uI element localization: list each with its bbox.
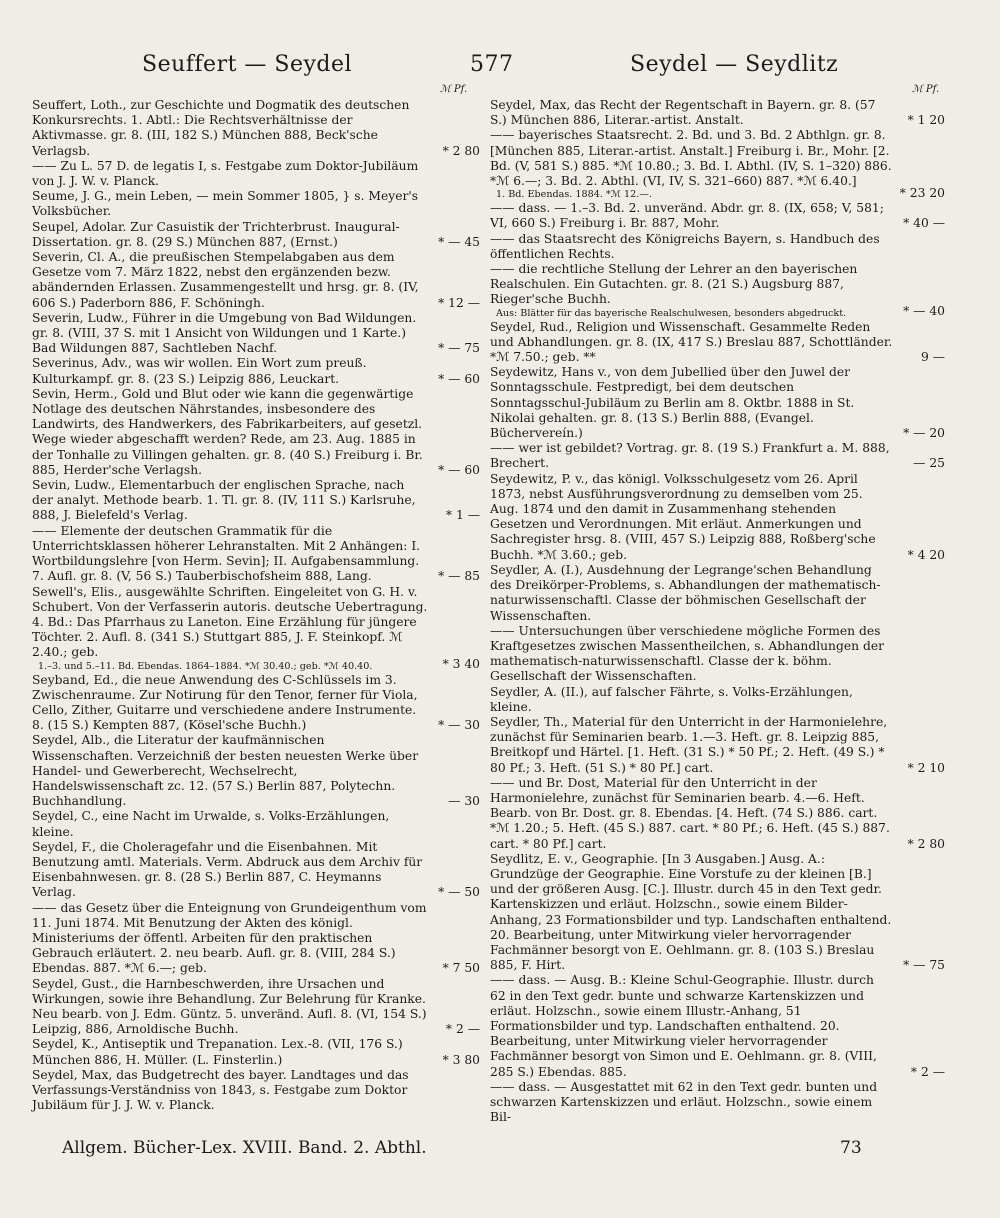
entry-text: —— wer ist gebildet? Vortrag. gr. 8. (19 S.) Frankfurt a. M. 888, Brechert.	[490, 441, 890, 471]
entry-text: Seydler, Th., Material für den Unterricht in der Harmonielehre, zunächst für Seminarien bearb. 1.—3. Heft. gr. 8. Leipzig 885, Breitkopf und Härtel. [1. Heft. (31 S.) * 50 Pf.; 2. Heft. (49 S.) * 80 Pf.; 3. Heft. (51 S.) * 80 Pf.] cart.	[490, 714, 888, 775]
entry-text: Seydlitz, E. v., Geographie. [In 3 Ausgaben.] Ausg. A.: Grundzüge der Geographie. Eine Vorstufe zu der kleinen [B.] und der größeren Ausg. [C.]. Illustr. durch 45 in den Text gedr. Kartenskizzen und erläut. Holzschn., sowie einem Bilder-Anhang, 23 Formationsbilder und typ. Landschaften enthaltend. 20. Bearbeitung, unter Mitwirkung vieler hervorragender Fachmänner besorgt von E. Oehlmann. gr. 8. (103 S.) Breslau 885, F. Hirt.	[490, 851, 892, 973]
entry-text: Seydler, A. (I.), Ausdehnung der Legrange'schen Behandlung des Dreikörper-Problems, s. Abhandlungen der mathematisch-naturwissenschaftl. Classe der böhmischen Gesellschaft der Wissenschaften.	[490, 562, 881, 623]
entry-text: —— Zu L. 57 D. de legatis I, s. Festgabe zum Doktor-Jubiläum von J. J. W. v. Planck.	[32, 158, 419, 189]
entry-price: * 2 80	[442, 143, 480, 158]
entry-text: Seume, J. G., mein Leben, — mein Sommer 1805, } s. Meyer's Volksbücher.	[32, 189, 419, 219]
entry-text: Seydel, Rud., Religion und Wissenschaft. Gesammelte Reden und Abhandlungen. gr. 8. (IX, 417 S.) Breslau 887, Schottländer. *ℳ 7.50.; geb. **	[490, 319, 893, 365]
catalog-entry	[490, 262, 945, 320]
entry-text: —— bayerisches Staatsrecht. 2. Bd. und 3. Bd. 2 Abthlgn. gr. 8. [München 885, Literar.-artist. Anstalt.] Freiburg i. Br., Mohr. [2. Bd. (V, 581 S.) 885. *ℳ 10.80.; 3. Bd. I. Abthl. (IV, S. 1–320) 886. *ℳ 6.—; 3. Bd. 2. Abthl. (VI, IV, S. 321–660) 887. *ℳ 6.40.]	[490, 128, 892, 189]
entry-text: Seydewitz, Hans v., von dem Jubellied über den Juwel der Sonntagsschule. Festpredigt, bei dem deutschen Sonntagsschul-Jubiläum zu Berlin am 8. Oktbr. 1888 in St. Nikolai gehalten. gr. 8. (13 S.) Berlin 888, (Evangel. Büchervereín.)	[490, 365, 855, 441]
entry-text: Severin, Ludw., Führer in die Umgebung von Bad Wildungen. gr. 8. (VIII, 37 S. mit 1 Ansicht von Wildungen und 1 Karte.) Bad Wildungen 887, Sachtleben Nachf.	[32, 310, 417, 356]
entry-text: —— und Br. Dost, Material für den Unterricht in der Harmonielehre, zunächst für Seminarien bearb. 4.—6. Heft. Bearb. von Br. Dost. gr. 8. Ebendas. [4. Heft. (74 S.) 886. cart. *ℳ 1.20.; 5. Heft. (45 S.) 887. cart. * 80 Pf.; 6. Heft. (45 S.) 887. cart. * 80 Pf.] cart.	[490, 775, 890, 851]
entry-price: * 4 20	[907, 547, 945, 562]
entry-text: Seydel, K., Antiseptik und Trepanation. Lex.-8. (VII, 176 S.) München 886, H. Müller. (L. Finsterlin.)	[32, 1037, 403, 1067]
entry-text: Sewell's, Elis., ausgewählte Schriften. Eingeleitet von G. H. v. Schubert. Von der Verfasserin autoris. deutsche Uebertragung. 4. Bd.: Das Pfarrhaus zu Laneton. Eine Erzählung für jüngere Töchter. 2. Aufl. 8. (341 S.) Stuttgart 885, J. F. Steinkopf. ℳ 2.40.; geb.	[32, 584, 428, 660]
catalog-entry	[32, 901, 480, 977]
entry-text: Seupel, Adolar. Zur Casuistik der Trichterbrust. Inaugural-Dissertation. gr. 8. (29 S.) München 887, (Ernst.)	[32, 219, 400, 249]
catalog-entry	[490, 201, 945, 231]
footer-signature: 73	[840, 1138, 862, 1158]
catalog-entry	[32, 840, 480, 901]
catalog-entry	[490, 563, 945, 624]
entry-text: Seydel, Gust., die Harnbeschwerden, ihre Ursachen und Wirkungen, sowie ihre Behandlung. Zur Belehrung für Kranke. Neu bearb. von J. Edm. Güntz. 5. unveränd. Aufl. 8. (VI, 154 S.) Leipzig, 886, Arnoldische Buchh.	[32, 976, 427, 1037]
entry-text: Seydel, Max, das Recht der Regentschaft in Bayern. gr. 8. (57 S.) München 886, Literar.-artist. Anstalt.	[490, 98, 876, 128]
entry-price: 9 —	[920, 350, 945, 365]
entry-text: —— die rechtliche Stellung der Lehrer an den bayerischen Realschulen. Ein Gutachten. gr. 8. (21 S.) Augsburg 887, Rieger'sche Buchh.	[490, 262, 858, 307]
entry-price: * 3 40	[442, 657, 480, 672]
left-running-head: Seuffert — Seydel	[142, 52, 353, 77]
entry-price: * — 30	[438, 718, 480, 733]
footer-imprint: Allgem. Bücher-Lex. XVIII. Band. 2. Abthl.	[62, 1138, 427, 1158]
entry-text: —— Untersuchungen über verschiedene mögliche Formen des Kraftgesetzes zwischen Massentheilchen, s. Abhandlungen der mathematisch-naturwissenschaftl. Classe der k. böhm. Gesellschaft der Wissenschaften.	[490, 623, 884, 684]
catalog-entry	[490, 973, 945, 1079]
right-column	[490, 98, 945, 1125]
entry-price: * — 75	[438, 341, 480, 356]
price-header-left: ℳ Pf.	[440, 84, 468, 95]
entry-price: * 3 80	[442, 1052, 480, 1067]
catalog-entry	[490, 128, 945, 201]
catalog-entry	[32, 673, 480, 734]
catalog-entry	[490, 98, 945, 128]
entry-price: * — 85	[438, 569, 480, 584]
catalog-entry	[32, 977, 480, 1038]
entry-price: * — 60	[438, 371, 480, 386]
catalog-entry	[32, 524, 480, 585]
entry-text: —— das Staatsrecht des Königreichs Bayern, s. Handbuch des öffentlichen Rechts.	[490, 231, 880, 261]
left-column	[32, 98, 480, 1113]
entry-price: * 2 —	[910, 1064, 945, 1079]
entry-text: Seydel, F., die Choleragefahr und die Eisenbahnen. Mit Benutzung amtl. Materials. Verm. Abdruck aus dem Archiv für Eisenbahnwesen. gr. 8. (28 S.) Berlin 887, C. Heymanns Verlag.	[32, 839, 423, 900]
entry-text: Seydewitz, P. v., das königl. Volksschulgesetz vom 26. April 1873, nebst Ausführungsverordnung zu demselben vom 25. Aug. 1874 und den damit in Zusammenhang stehenden Gesetzen und Verordnungen. Mit erläut. Anmerkungen und Sachregister hrsg. 8. (VIII, 457 S.) Leipzig 888, Roßberg'sche Buchh. *ℳ 3.60.; geb.	[490, 471, 876, 562]
entry-text: Severinus, Adv., was wir wollen. Ein Wort zum preuß. Kulturkampf. gr. 8. (23 S.) Leipzig 886, Leuckart.	[32, 356, 367, 386]
entry-text: —— dass. — Ausg. B.: Kleine Schul-Geographie. Illustr. durch 62 in den Text gedr. bunte und schwarze Kartenskizzen und erläut. Holzschn., sowie einem Illustr.-Anhang, 51 Formationsbilder und typ. Landschaften enthaltend. 20. Bearbeitung, unter Mitwirkung vieler hervorragender Fachmänner besorgt von Simon und E. Oehlmann. gr. 8. (VIII, 285 S.) Ebendas. 885.	[490, 973, 877, 1079]
catalog-entry	[490, 1080, 945, 1126]
catalog-entry	[490, 776, 945, 852]
price-header-right: ℳ Pf.	[912, 84, 940, 95]
catalog-entry	[490, 624, 945, 685]
entry-text: —— dass. — 1.–3. Bd. 2. unveränd. Abdr. gr. 8. (IX, 658; V, 581; VI, 660 S.) Freiburg i. Br. 887, Mohr.	[490, 201, 884, 231]
catalog-entry	[32, 1037, 480, 1067]
catalog-entry	[32, 250, 480, 311]
entry-text: Seuffert, Loth., zur Geschichte und Dogmatik des deutschen Konkursrechts. 1. Abtl.: Die Rechtsverhältnisse der Aktivmasse. gr. 8. (III, 182 S.) München 888, Beck'sche Verlagsb.	[32, 98, 410, 158]
catalog-entry	[32, 733, 480, 809]
entry-text: Seydel, Alb., die Literatur der kaufmännischen Wissenschaften. Verzeichniß der besten neuesten Werke über Handel- und Gewerberecht, Wechselrecht, Handelswissenschaft zc. 12. (57 S.) Berlin 887, Polytechn. Buchhandlung.	[32, 733, 419, 809]
catalog-entry	[32, 809, 480, 839]
catalog-entry	[32, 356, 480, 386]
catalog-entry	[490, 320, 945, 366]
entry-price: * 23 20	[899, 186, 945, 201]
entry-text: Seydel, Max, das Budgetrecht des bayer. Landtages und das Verfassungs-Verständniss von 1843, s. Festgabe zum Doktor Jubiläum für J. J. W. v. Planck.	[32, 1067, 409, 1113]
entry-text: Seydel, C., eine Nacht im Urwalde, s. Volks-Erzählungen, kleine.	[32, 809, 390, 839]
page-number: 577	[470, 52, 514, 77]
catalog-entry	[490, 852, 945, 974]
entry-text: —— Elemente der deutschen Grammatik für die Unterrichtsklassen höherer Lehranstalten. Mit 2 Anhängen: I. Wortbildungslehre [von Herm. Sevin]; II. Aufgabensammlung. 7. Aufl. gr. 8. (V, 56 S.) Tauberbischofsheim 888, Lang.	[32, 523, 421, 584]
catalog-entry	[490, 441, 945, 471]
entry-text: Seyband, Ed., die neue Anwendung des C-Schlüssels im 3. Zwischenraume. Zur Notirung für den Tenor, ferner für Viola, Cello, Zither, Guitarre und verschiedene andere Instrumente. 8. (15 S.) Kempten 887, (Kösel'sche Buchh.)	[32, 672, 418, 733]
entry-price: — 30	[448, 794, 480, 809]
entry-price: * 7 50	[442, 961, 480, 976]
catalog-entry	[32, 1068, 480, 1114]
catalog-entry	[32, 98, 480, 159]
catalog-entry	[32, 478, 480, 524]
entry-price: * 2 80	[907, 836, 945, 851]
entry-price: — 25	[913, 456, 945, 471]
entry-price: * 1 —	[445, 508, 480, 523]
catalog-entry	[32, 585, 480, 673]
entry-price: * 2 —	[445, 1022, 480, 1037]
catalog-entry	[32, 189, 480, 219]
entry-price: * — 45	[438, 234, 480, 249]
entry-note: 1.–3. und 5.–11. Bd. Ebendas. 1864–1884. *ℳ 30.40.; geb. *ℳ 40.40.	[38, 660, 373, 672]
entry-price: * — 50	[438, 885, 480, 900]
entry-note: 1. Bd. Ebendas. 1884. *ℳ 12.—.	[496, 189, 652, 201]
catalog-entry	[490, 365, 945, 441]
catalog-entry	[32, 159, 480, 189]
catalog-entry	[490, 232, 945, 262]
entry-text: Seydler, A. (II.), auf falscher Fährte, s. Volks-Erzählungen, kleine.	[490, 684, 853, 714]
entry-text: Sevin, Herm., Gold und Blut oder wie kann die gegenwärtige Notlage des deutschen Nährstandes, insbesondere des Landwirts, des Handwerkers, des Fabrikarbeiters, auf gesetzl. Wege wieder abgeschafft werden? Rede, am 23. Aug. 1885 in der Tonhalle zu Villingen gehalten. gr. 8. (40 S.) Freiburg i. Br. 885, Herder'sche Verlagsh.	[32, 386, 423, 477]
entry-price: * 2 10	[907, 760, 945, 775]
entry-price: * 40 —	[903, 216, 945, 231]
entry-price: * — 20	[903, 426, 945, 441]
entry-text: Sevin, Ludw., Elementarbuch der englischen Sprache, nach der analyt. Methode bearb. 1. Tl. gr. 8. (IV, 111 S.) Karlsruhe, 888, J. Bielefeld's Verlag.	[32, 478, 416, 523]
right-running-head: Seydel — Seydlitz	[630, 52, 839, 77]
catalog-entry	[490, 715, 945, 776]
entry-text: —— dass. — Ausgestattet mit 62 in den Text gedr. bunten und schwarzen Kartenskizzen und erläut. Holzschn., sowie einem Bil-	[490, 1079, 878, 1125]
catalog-entry	[32, 311, 480, 357]
entry-note: Aus: Blätter für das bayerische Realschulwesen, besonders abgedruckt.	[496, 307, 847, 319]
entry-price: * — 60	[438, 462, 480, 477]
entry-price: * — 75	[903, 958, 945, 973]
entry-text: Severin, Cl. A., die preußischen Stempelabgaben aus dem Gesetze vom 7. März 1822, nebst den ergänzenden bezw. abändernden Erlassen. Zusammengestellt und hrsg. gr. 8. (IV, 606 S.) Paderborn 886, F. Schöningh.	[32, 250, 419, 310]
entry-text: —— das Gesetz über die Enteignung von Grundeigenthum vom 11. Juni 1874. Mit Benutzung der Akten des königl. Ministeriums der öffentl. Arbeiten für den praktischen Gebrauch erläutert. 2. neu bearb. Aufl. gr. 8. (VIII, 284 S.) Ebendas. 887. *ℳ 6.—; geb.	[32, 900, 427, 976]
catalog-entry	[490, 685, 945, 715]
entry-price: * 1 20	[907, 113, 945, 128]
entry-price: * 12 —	[438, 295, 480, 310]
entry-price: * — 40	[903, 304, 945, 319]
catalog-entry	[32, 220, 480, 250]
catalog-entry	[32, 387, 480, 478]
catalog-entry	[490, 472, 945, 563]
